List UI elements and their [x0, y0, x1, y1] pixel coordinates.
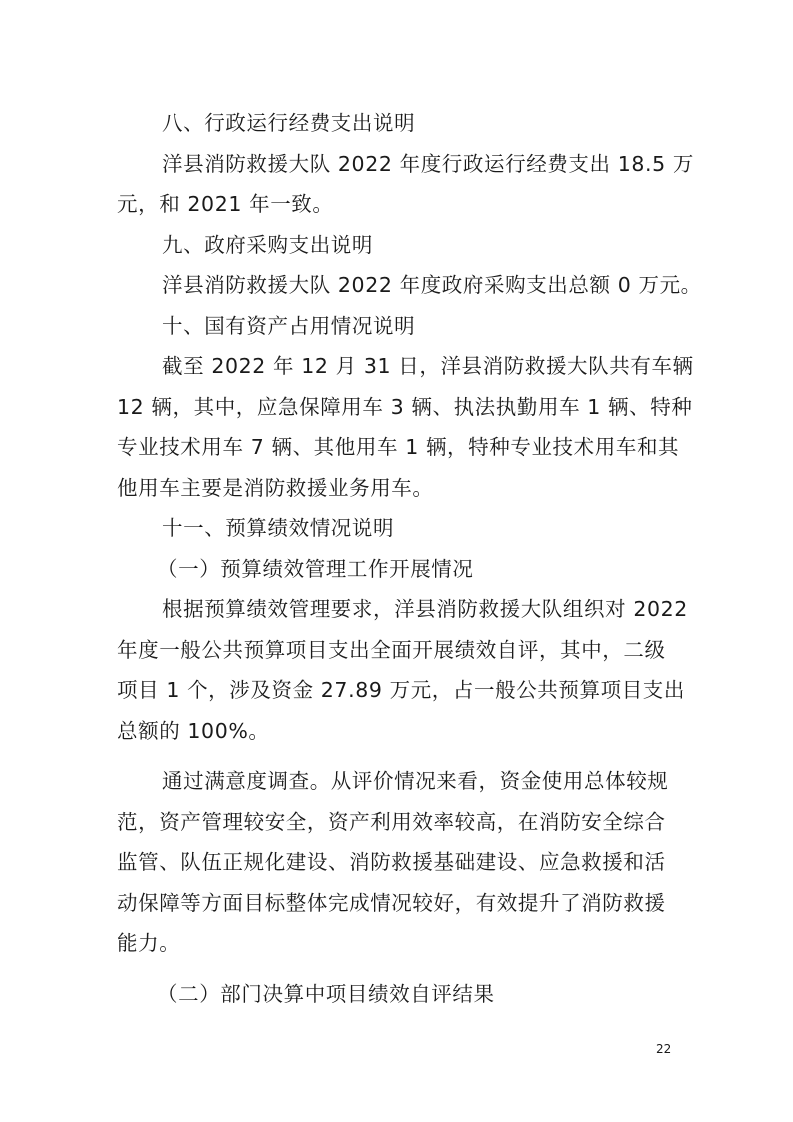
subsection-heading-project-results: （二）部门决算中项目绩效自评结果: [157, 981, 495, 1006]
subsection-heading-performance-management: （一）预算绩效管理工作开展情况: [157, 556, 474, 581]
paragraph-line: 年度一般公共预算项目支出全面开展绩效自评，其中，二级: [117, 637, 666, 662]
paragraph-line: 项目 1 个，涉及资金 27.89 万元，占一般公共预算项目支出: [117, 678, 685, 702]
paragraph-line: 洋县消防救援大队 2022 年度行政运行经费支出 18.5 万: [162, 151, 694, 176]
paragraph-line: 他用车主要是消防救援业务用车。: [117, 475, 434, 500]
section-heading-administrative-expense: 八、行政运行经费支出说明: [162, 111, 416, 135]
paragraph-line: 动保障等方面目标整体完成情况较好，有效提升了消防救援: [117, 890, 666, 915]
paragraph-line: 总额的 100%。: [117, 718, 270, 743]
paragraph-line: 元，和 2021 年一致。: [117, 192, 334, 216]
paragraph-line: 能力。: [117, 931, 181, 955]
paragraph-line: 通过满意度调查。从评价情况来看，资金使用总体较规: [162, 769, 669, 793]
paragraph-line: 12 辆，其中，应急保障用车 3 辆、执法执勤用车 1 辆、特种: [117, 394, 693, 419]
paragraph-line: 洋县消防救援大队 2022 年度政府采购支出总额 0 万元。: [162, 273, 702, 297]
document-body: [117, 103, 702, 1014]
paragraph-line: 根据预算绩效管理要求，洋县消防救援大队组织对 2022: [162, 597, 688, 621]
page-number: 22: [656, 1042, 672, 1056]
paragraph-line: 范，资产管理较安全，资产利用效率较高，在消防安全综合: [117, 809, 666, 834]
paragraph-line: 监管、队伍正规化建设、消防救援基础建设、应急救援和活: [117, 850, 666, 874]
section-heading-performance: 十一、预算绩效情况说明: [162, 516, 395, 540]
section-heading-state-assets: 十、国有资产占用情况说明: [162, 313, 416, 338]
paragraph-line: 截至 2022 年 12 月 31 日，洋县消防救援大队共有车辆: [162, 354, 694, 378]
section-heading-government-procurement: 九、政府采购支出说明: [162, 232, 373, 257]
paragraph-line: 专业技术用车 7 辆、其他用车 1 辆，特种专业技术用车和其: [117, 435, 680, 459]
